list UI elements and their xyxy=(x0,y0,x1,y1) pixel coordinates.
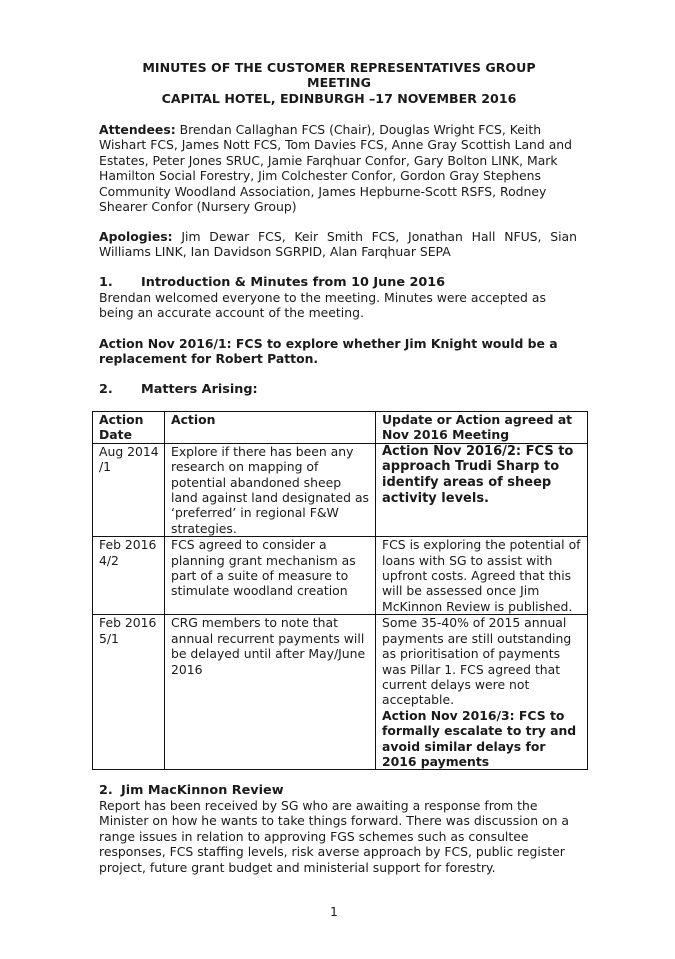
apologies-paragraph xyxy=(99,229,577,260)
title-line-1: MINUTES OF THE CUSTOMER REPRESENTATIVES GROUP xyxy=(142,60,536,75)
row-3-date: Feb 2016 5/1 xyxy=(93,615,165,770)
section-3-body: Report has been received by SG who are awaiting a response from the Minister on how he wants to take things forward. There was discussion on a range issues in relation to approving FGS schemes such as consultee responses, FCS staffing levels, risk averse approach by FCS, public register project, future grant budget and ministerial support for forestry. xyxy=(99,798,569,875)
attendees-label: Attendees: xyxy=(99,122,176,137)
table-row xyxy=(93,615,588,770)
row-2-update xyxy=(376,537,588,615)
row-3-update-action: Action Nov 2016/3: FCS to formally escalate to try and avoid similar delays for 2016 payments xyxy=(382,707,577,769)
header-action-date: Action Date xyxy=(93,412,165,444)
row-2-action: FCS agreed to consider a planning grant mechanism as part of a suite of measure to stimulate woodland creation xyxy=(165,537,376,615)
row-1-action: Explore if there has been any research on mapping of potential abandoned sheep land against land designated as ‘preferred’ in regional F&W strategies. xyxy=(165,443,376,536)
table-header-row xyxy=(93,412,588,444)
section-1-body: Brendan welcomed everyone to the meeting. Minutes were accepted as being an accurate account of the meeting. xyxy=(99,290,546,321)
matters-arising-table xyxy=(92,411,588,770)
section-1-number: 1. xyxy=(99,275,113,290)
row-1-update xyxy=(376,443,588,536)
row-2-date: Feb 2016 4/2 xyxy=(93,537,165,615)
title-line-3: CAPITAL HOTEL, EDINBURGH –17 NOVEMBER 2016 xyxy=(161,90,517,106)
section-1-heading xyxy=(99,275,589,290)
section-3-heading xyxy=(99,783,589,798)
section-2-heading xyxy=(99,382,589,397)
row-1-update-action: Action Nov 2016/2: FCS to approach Trudi Sharp to identify areas of sheep activity levels. xyxy=(382,443,574,506)
title-line-2: MEETING xyxy=(307,75,371,91)
row-3-update xyxy=(376,615,588,770)
attendees-list: Brendan Callaghan FCS (Chair), Douglas Wright FCS, Keith Wishart FCS, James Nott FCS, Tom Davies FCS, Anne Gray Scottish Land and Estates, Peter Jones SRUC, Jamie Farqhuar Confor, Gary Bolton LINK, Mark Hamilton Social Forestry, Jim Colchester Confor, Gordon Gray Stephens Community Woodland Association, James Hepburne-Scott RSFS, Rodney Shearer Confor (Nursery Group) xyxy=(99,122,573,215)
section-3-number: 2. xyxy=(99,783,113,798)
table-row xyxy=(93,537,588,615)
row-1-date: Aug 2014 /1 xyxy=(93,443,165,536)
row-3-action: CRG members to note that annual recurrent payments will be delayed until after May/June 2016 xyxy=(165,615,376,770)
apologies-list: Jim Dewar FCS, Keir Smith FCS, Jonathan Hall NFUS, Sian Williams LINK, Ian Davidson SGRPID, Alan Farqhuar SEPA xyxy=(99,229,577,260)
table-row xyxy=(93,443,588,536)
page-number: 1 xyxy=(330,904,338,919)
apologies-label: Apologies: xyxy=(99,229,173,244)
header-action: Action xyxy=(165,412,376,444)
section-2-title: Matters Arising: xyxy=(141,382,258,397)
action-nov-2016-1: Action Nov 2016/1: FCS to explore whether Jim Knight would be a replacement for Robert Patton. xyxy=(99,336,558,367)
row-2-update-text: FCS is exploring the potential of loans with SG to assist with upfront costs. Agreed that this will be assessed once Jim McKinnon Review is published. xyxy=(382,537,581,614)
section-3-title: Jim MacKinnon Review xyxy=(121,783,284,798)
section-2-number: 2. xyxy=(99,382,113,397)
header-update: Update or Action agreed at Nov 2016 Meeting xyxy=(376,412,588,444)
section-1-title: Introduction & Minutes from 10 June 2016 xyxy=(141,275,446,290)
document-title xyxy=(92,60,586,106)
attendees-paragraph xyxy=(99,122,581,214)
row-3-update-text: Some 35-40% of 2015 annual payments are still outstanding as prioritisation of payments was Pillar 1. FCS agreed that current delays were not acceptable. xyxy=(382,615,572,708)
